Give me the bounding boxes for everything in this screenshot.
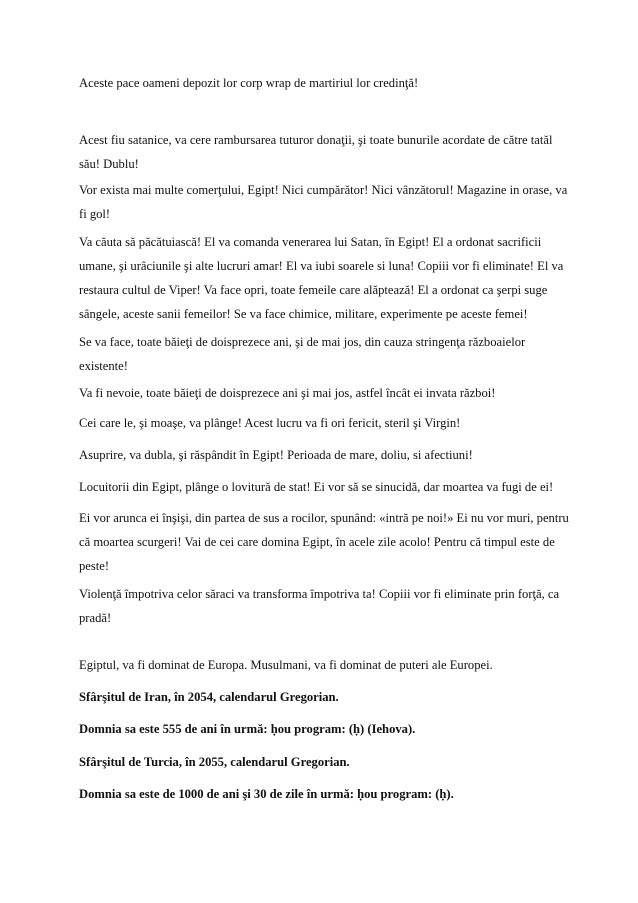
heading-iran-end: Sfârşitul de Iran, în 2054, calendarul Gregorian. [79, 690, 339, 704]
paragraph-8: Asuprire, va dubla, şi răspândit în Egipt! Perioada de mare, doliu, si afectiuni! [79, 448, 473, 462]
paragraph-11: Violenţă împotriva celor săraci va transforma împotriva ta! Copiii vor fi eliminate prin forţă, ca pradă! [79, 587, 560, 625]
paragraph-10: Ei vor arunca ei înşişi, din partea de sus a rocilor, spunând: «intră pe noi!» Ei nu vor muri, pentru că moartea scurgeri! Vai de cei care domina Egipt, în acele zile acolo! Pentru că timpul este de peste! [79, 511, 569, 573]
paragraph-12: Egiptul, va fi dominat de Europa. Musulmani, va fi dominat de puteri ale Europei. [79, 658, 493, 672]
paragraph-1: Aceste pace oameni depozit lor corp wrap de martiriul lor credinţă! [79, 76, 419, 90]
paragraph-2: Acest fiu satanice, va cere rambursarea tuturor donaţii, şi toate bunurile acordate de către tatăl său! Dublu! [79, 133, 553, 171]
paragraph-5: Se va face, toate băieţi de doisprezece ani, şi de mai jos, din cauza stringenţa războaielor existente! [79, 335, 526, 373]
paragraph-6: Va fi nevoie, toate băieţi de doisprezece ani şi mai jos, astfel încât ei invata război! [79, 386, 496, 400]
paragraph-3: Vor exista mai multe comerţului, Egipt! Nici cumpărător! Nici vânzătorul! Magazine in orase, va fi gol! [79, 183, 568, 221]
paragraph-7: Cei care le, şi moaşe, va plânge! Acest lucru va fi ori fericit, steril şi Virgin! [79, 416, 461, 430]
paragraph-9: Locuitorii din Egipt, plânge o lovitură de stat! Ei vor să se sinucidă, dar moartea va fugi de ei! [79, 480, 554, 494]
paragraph-4: Va căuta să păcătuiască! El va comanda venerarea lui Satan, în Egipt! El a ordonat sacrificii umane, şi urâciunile şi alte lucruri amar! El va iubi soarele si luna! Copiii vor fi eliminate! El va restaura cultul de Viper! Va face opri, toate femeile care alăptează! El a ordonat ca şerpi suge sângele, aceste sanii femeilor! Se va face chimice, militare, experimente pe aceste femei! [79, 235, 564, 321]
heading-reign-555: Domnia sa este 555 de ani în urmă: ḥou program: (ḥ) (Iehova). [79, 722, 416, 736]
heading-turkey-end: Sfârşitul de Turcia, în 2055, calendarul Gregorian. [79, 755, 350, 769]
heading-reign-1000: Domnia sa este de 1000 de ani şi 30 de zile în urmă: ḥou program: (ḥ). [79, 787, 454, 801]
